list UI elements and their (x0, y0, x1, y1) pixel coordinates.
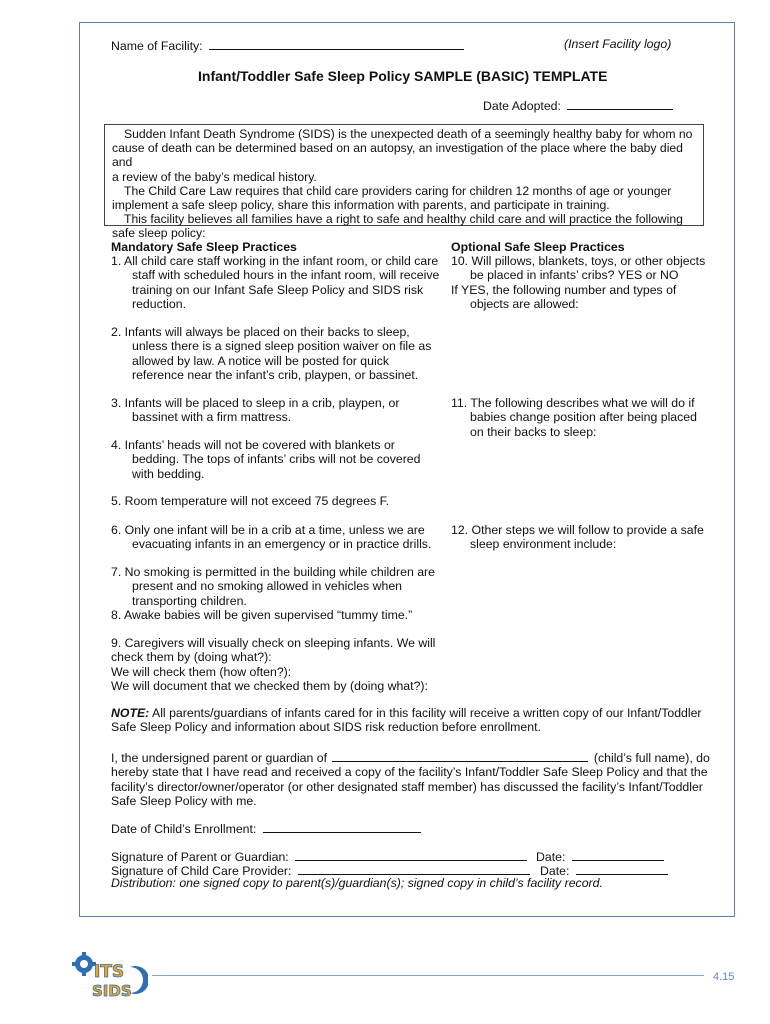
parent-signature-field: Signature of Parent or Guardian: (111, 848, 527, 864)
policy-item-2: 2. Infants will always be placed on their backs to sleep, unless there is a signed sleep position waiver on file as allowed by law. A notice will be posted for quick reference near the infant’s crib, playpen, or bassinet. (111, 325, 432, 383)
parent-signature-blank[interactable] (295, 848, 527, 861)
gear-icon (72, 952, 96, 976)
policy-item-10-if-yes: If YES, the following number and types of objects are allowed: (451, 283, 677, 312)
intro-box (104, 124, 704, 241)
policy-item-7: 7. No smoking is permitted in the building while children are present and no smoking allowed in vehicles when transporting children. (111, 565, 435, 608)
provider-date-field: Date: (540, 862, 668, 878)
policy-item-1: 1. All child care staff working in the infant room, or child care staff with scheduled hours in the infant room, will receive training on our Infant Safe Sleep Policy and SIDS risk reduction. (111, 254, 440, 312)
date-adopted-blank[interactable] (567, 97, 673, 110)
logo-text-sids: SIDS (92, 982, 132, 1000)
intro-line: implement a safe sleep policy, share this information with parents, and participate in training. (112, 198, 610, 213)
note-paragraph: NOTE: All parents/guardians of infants cared for in this facility will receive a written copy of our Infant/Toddler Safe Sleep Policy and information about SIDS risk reduction before enrollment. (111, 706, 702, 735)
facility-name-label: Name of Facility: (111, 39, 203, 53)
optional-heading: Optional Safe Sleep Practices (451, 240, 625, 254)
policy-item-4: 4. Infants’ heads will not be covered with blankets or bedding. The tops of infants’ cribs will not be covered with bedding. (111, 438, 421, 481)
policy-item-9: 9. Caregivers will visually check on sleeping infants. We will check them by (doing what?): We will check them (how often?): We will document that we checked them by (doing what?): (111, 636, 436, 694)
document-title: Infant/Toddler Safe Sleep Policy SAMPLE (BASIC) TEMPLATE (198, 68, 608, 84)
page-number: 4.15 (713, 971, 735, 983)
mandatory-heading: Mandatory Safe Sleep Practices (111, 240, 297, 254)
consent-paragraph: I, the undersigned parent or guardian of (child’s full name), do hereby state that I have read and received a copy of the facility’s Infant/Toddler Safe Sleep Policy and that the facility’s director/owner/operator (or other designated staff member) has discussed the facility’s Infant/Toddler Safe Sleep Policy with me. (111, 751, 710, 809)
logo-placeholder: (Insert Facility logo) (564, 37, 672, 51)
policy-item-6: 6. Only one infant will be in a crib at a time, unless we are evacuating infants in an emergency or in practice drills. (111, 523, 432, 552)
date-adopted-label: Date Adopted: (483, 99, 561, 113)
intro-line: The Child Care Law requires that child care providers caring for children 12 months of age or younger (124, 183, 672, 198)
intro-line: This facility believes all families have a right to safe and healthy child care and will practice the following (124, 212, 683, 227)
note-label: NOTE: (111, 706, 150, 720)
date-adopted-field (483, 97, 673, 113)
policy-item-8: 8. Awake babies will be given supervised “tummy time.” (111, 608, 413, 622)
its-sids-logo (70, 951, 148, 1001)
intro-line: safe sleep policy: (112, 226, 206, 241)
provider-signature-field: Signature of Child Care Provider: (111, 862, 530, 878)
enrollment-date-blank[interactable] (263, 820, 421, 833)
policy-item-11: 11. The following describes what we will do if babies change position after being placed on their backs to sleep: (451, 396, 697, 439)
parent-date-field: Date: (536, 848, 664, 864)
facility-name-blank[interactable] (209, 37, 464, 50)
provider-date-blank[interactable] (576, 862, 668, 875)
policy-item-10: 10. Will pillows, blankets, toys, or other objects be placed in infants’ cribs? YES or NO (451, 254, 706, 283)
moon-icon (130, 966, 148, 994)
child-name-blank[interactable] (332, 749, 588, 762)
distribution-note: Distribution: one signed copy to parent(s)/guardian(s); signed copy in child’s facility record. (111, 876, 603, 890)
provider-signature-blank[interactable] (298, 862, 530, 875)
parent-date-blank[interactable] (572, 848, 664, 861)
policy-item-3: 3. Infants will be placed to sleep in a crib, playpen, or bassinet with a firm mattress. (111, 396, 400, 425)
facility-name-field (111, 37, 464, 53)
intro-line: a review of the baby’s medical history. (112, 169, 317, 184)
intro-line: cause of death can be determined based on an autopsy, an investigation of the place where the baby died and (112, 141, 683, 170)
footer-divider (152, 975, 704, 976)
logo-text-its: ITS (94, 962, 125, 982)
policy-item-5: 5. Room temperature will not exceed 75 degrees F. (111, 494, 390, 508)
policy-item-12: 12. Other steps we will follow to provide a safe sleep environment include: (451, 523, 704, 552)
intro-line: Sudden Infant Death Syndrome (SIDS) is the unexpected death of a seemingly healthy baby for whom no (124, 127, 693, 141)
enrollment-date-field: Date of Child’s Enrollment: (111, 820, 421, 836)
